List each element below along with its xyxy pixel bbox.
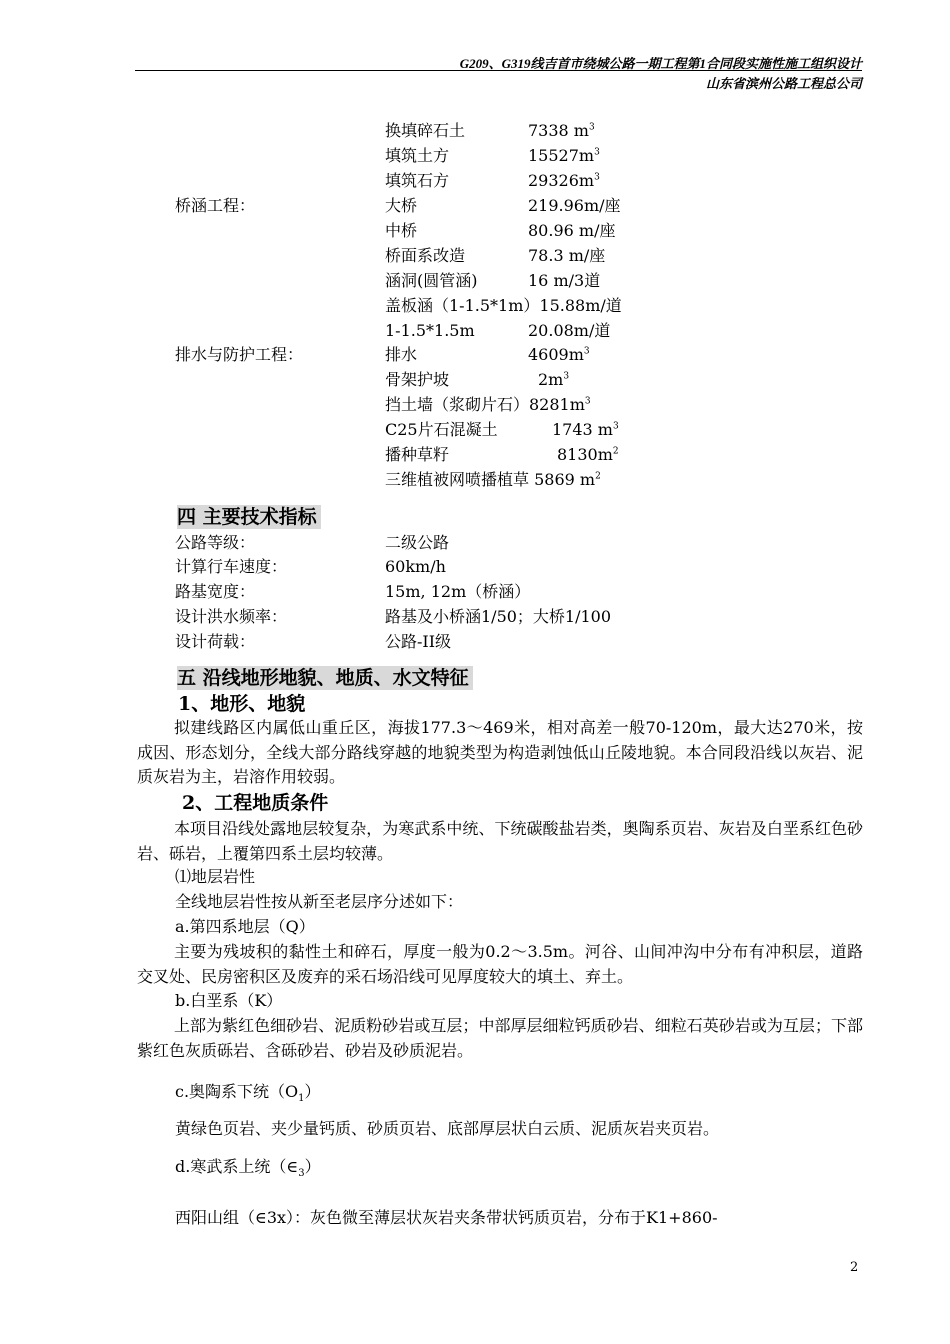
qty-item: 三维植被网喷播植草 5869 $m^2$ xyxy=(385,470,601,489)
paragraph: c.奥陶系下统$(O_1)$ xyxy=(175,1082,321,1105)
paragraph: b.白垩系（K） xyxy=(175,991,283,1010)
header-title: G209、G319线吉首市绕城公路一期工程第1合同段实施性施工组织设计 xyxy=(459,56,862,71)
paragraph: 全线地层岩性按从新至老层序分述如下： xyxy=(175,892,464,911)
paragraph: 本项目沿线处露地层较复杂，为寒武系中统、下统碳酸盐岩类，奥陶系页岩、灰岩及白垩系红色砂岩、砾岩，上覆第四系土层均较薄。 xyxy=(137,819,863,863)
qty-item: 桥面系改造 xyxy=(385,246,466,265)
qty-item: 骨架护坡 xyxy=(385,370,450,389)
paragraph: d.寒武系上统$(\in_3)$ xyxy=(175,1157,321,1180)
bridge-label: 桥涵工程： xyxy=(175,196,256,215)
header-rule xyxy=(135,70,862,71)
qty-value: 1743 $m^3$ xyxy=(552,420,619,439)
qty-value: $29326m^3$ xyxy=(528,171,600,190)
paragraph: a.第四系地层（Q） xyxy=(175,917,315,936)
section-heading: 五 沿线地形地貌、地质、水文特征 xyxy=(177,666,473,690)
qty-value: 80.96 m/座 xyxy=(528,221,616,240)
paragraph: 黄绿色页岩、夹少量钙质、砂质页岩、底部厚层状白云质、泥质灰岩夹页岩。 xyxy=(175,1119,720,1138)
spec-label: 计算行车速度： xyxy=(175,557,288,576)
qty-value: $8130m^2$ xyxy=(557,445,619,464)
qty-item: 盖板涵（1-1.5*1m）15.88m/道 xyxy=(385,296,622,315)
qty-item: 挡土墙（浆砌片石）$8281m^3$ xyxy=(385,395,591,414)
qty-item: 填筑土方 xyxy=(385,146,450,165)
qty-item: C25片石混凝土 xyxy=(385,420,498,439)
qty-value: $4609m^3$ xyxy=(528,345,590,364)
qty-item: 中桥 xyxy=(385,221,418,240)
qty-item: 排水 xyxy=(385,345,418,364)
qty-item: 换填碎石土 xyxy=(385,121,466,140)
paragraph: 拟建线路区内属低山重丘区，海拔177.3～469米，相对高差一般70-120m，最大达270米，按成因、形态划分，全线大部分路线穿越的地貌类型为构造剥蚀低山丘陵地貌。本合同段沿线以灰岩、泥质灰岩为主，岩溶作用较弱。 xyxy=(137,718,863,786)
spec-value: 路基及小桥涵1/50；大桥1/100 xyxy=(385,607,612,626)
spec-value: 60km/h xyxy=(385,557,446,576)
spec-value: 公路-II级 xyxy=(385,632,452,651)
spec-label: 路基宽度： xyxy=(175,582,256,601)
header-company: 山东省滨州公路工程总公司 xyxy=(705,76,862,91)
paragraph: 西阳山组（∈3x）：灰色微至薄层状灰岩夹条带状钙质页岩，分布于K1+860- xyxy=(175,1208,718,1227)
qty-item: 填筑石方 xyxy=(385,171,450,190)
paragraph: 上部为紫红色细砂岩、泥质粉砂岩或互层；中部厚层细粒钙质砂岩、细粒石英砂岩或为互层；下部紫红色灰质砾岩、含砾砂岩、砂岩及砂质泥岩。 xyxy=(137,1016,863,1060)
qty-item: 大桥 xyxy=(385,196,418,215)
qty-value: 78.3 m/座 xyxy=(528,246,606,265)
spec-label: 设计荷载： xyxy=(175,632,256,651)
page-number: 2 xyxy=(850,1260,859,1275)
section-heading: 四 主要技术指标 xyxy=(177,505,321,529)
qty-item: 播种草籽 xyxy=(385,445,450,464)
subsection-heading: 1、地形、地貌 xyxy=(178,693,306,715)
paragraph: 主要为残坡积的黏性土和碎石，厚度一般为0.2～3.5m。河谷、山间冲沟中分布有冲积层，道路交叉处、民房密积区及废弃的采石场沿线可见厚度较大的填土、弃土。 xyxy=(137,942,863,986)
qty-value: 219.96m/座 xyxy=(528,196,621,215)
qty-value: $2m^3$ xyxy=(538,370,570,389)
qty-value: 16 m/3道 xyxy=(528,271,601,290)
drain-label: 排水与防护工程： xyxy=(175,345,304,364)
qty-value: 20.08m/道 xyxy=(528,321,611,340)
qty-value: 7338 $m^3$ xyxy=(528,121,595,140)
paragraph: ⑴地层岩性 xyxy=(175,867,256,886)
qty-item: 1-1.5*1.5m xyxy=(385,321,475,340)
spec-value: 15m, 12m（桥涵） xyxy=(385,582,531,601)
subsection-heading: 2、工程地质条件 xyxy=(182,792,329,814)
spec-label: 设计洪水频率： xyxy=(175,607,288,626)
qty-value: $15527m^3$ xyxy=(528,146,600,165)
spec-value: 二级公路 xyxy=(385,533,450,552)
spec-label: 公路等级： xyxy=(175,533,256,552)
qty-item: 涵洞(圆管涵) xyxy=(385,271,478,290)
